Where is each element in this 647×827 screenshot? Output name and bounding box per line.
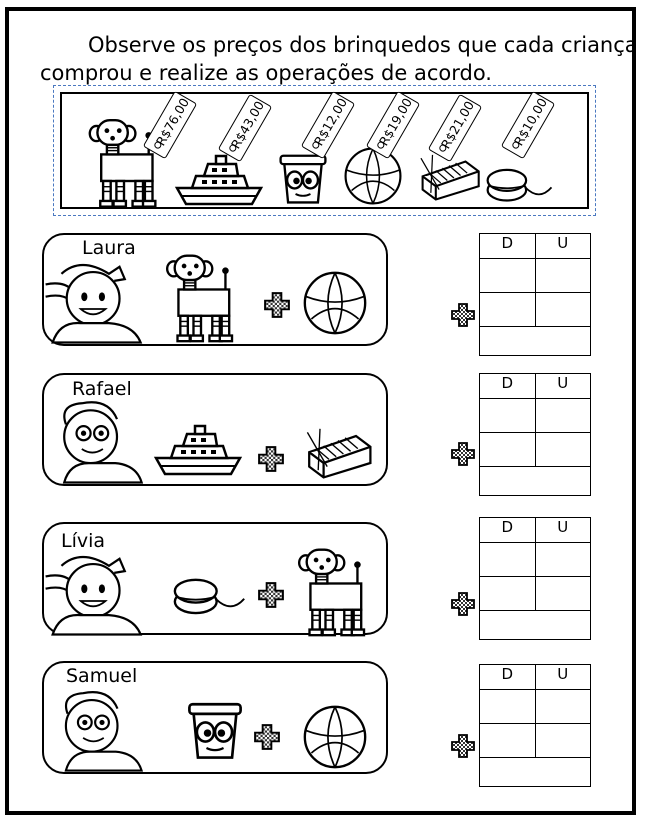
price-yoyo: R$10,00 [510,95,550,148]
plus-icon [451,303,475,327]
col-u: U [535,665,591,689]
addend-row[interactable] [480,543,590,577]
plus-icon [451,442,475,466]
col-u: U [535,234,591,258]
table-header [480,374,590,399]
ball-toy-icon [343,146,403,206]
price-ball: R$19,00 [375,95,415,148]
girl-laura-icon [44,258,144,346]
addend-row[interactable] [480,293,590,327]
col-d: D [501,518,514,536]
answer-table [479,664,591,787]
result-row[interactable] [480,327,590,355]
result-row[interactable] [480,467,590,495]
price-dog: R$76,00 [152,95,192,148]
cup-toy-icon [275,152,331,208]
col-d: D [501,234,514,252]
col-d: D [501,374,514,392]
plus-icon [451,734,475,758]
price-cup: R$12,00 [310,95,350,148]
boat-toy-icon [153,420,243,480]
addend-row[interactable] [480,259,590,293]
boy-rafael-icon [46,398,144,486]
col-u: U [535,374,591,398]
yoyo-toy-icon [172,568,248,620]
answer-table [479,373,591,496]
plus-icon [258,446,284,472]
child-name: Samuel [66,665,138,687]
col-d: D [501,665,514,683]
addend-row[interactable] [480,577,590,611]
answer-table [479,517,591,640]
dog-toy-icon [160,250,242,344]
plus-icon [254,724,280,750]
xylophone-toy-icon [302,426,374,482]
addend-row[interactable] [480,399,590,433]
ball-toy-icon [302,704,368,770]
plus-icon [451,592,475,616]
cup-toy-icon [183,700,247,764]
child-name: Lívia [61,530,106,552]
boat-toy-icon [174,150,264,210]
child-name: Rafael [72,378,132,400]
answer-table [479,233,591,356]
table-header [480,518,590,543]
addend-row[interactable] [480,690,590,724]
girl-livia-icon [44,550,144,638]
instruction-line-2: comprou e realize as operações de acordo. [40,61,492,85]
price-boat: R$43,00 [227,98,267,151]
col-u: U [535,518,591,542]
dog-toy-icon [86,114,162,210]
result-row[interactable] [480,758,590,786]
table-header [480,234,590,259]
instruction-line-1: Observe os preços dos brinquedos que cada criança [88,33,638,57]
child-name: Laura [82,237,136,259]
price-xylophone: R$21,00 [437,98,477,151]
plus-icon [258,582,284,608]
boy-samuel-icon [48,688,144,774]
addend-row[interactable] [480,433,590,467]
addend-row[interactable] [480,724,590,758]
plus-icon [264,292,290,318]
table-header [480,665,590,690]
result-row[interactable] [480,611,590,639]
dog-toy-icon [292,544,374,638]
yoyo-toy-icon [485,160,555,206]
ball-toy-icon [302,270,368,336]
